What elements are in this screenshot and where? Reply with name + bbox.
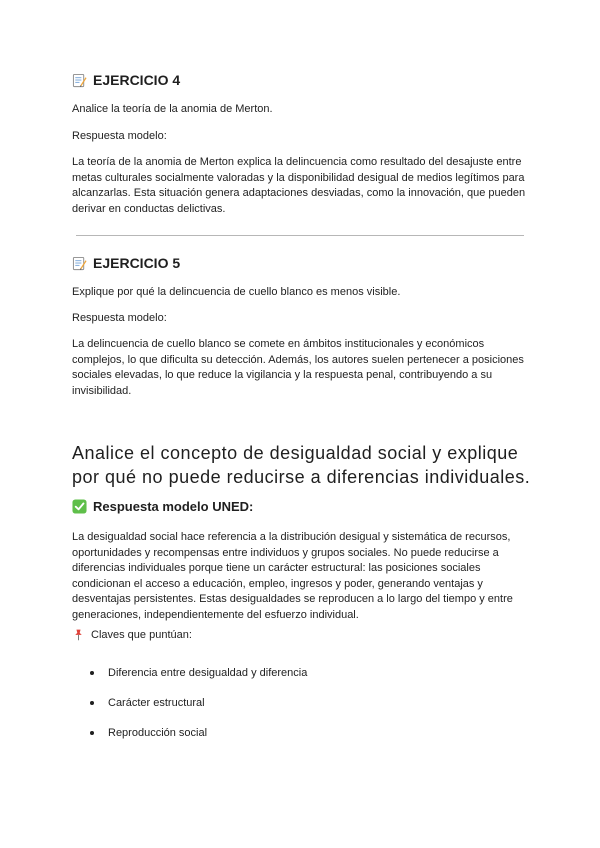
- exercise-4-title: EJERCICIO 4: [93, 72, 181, 88]
- model-answer-heading: [72, 499, 253, 514]
- bullet-icon: [90, 671, 94, 675]
- list-item-text: Diferencia entre desigualdad y diferencia: [108, 667, 308, 679]
- list-item-text: Carácter estructural: [108, 697, 205, 709]
- model-answer-body: La desigualdad social hace referencia a la distribución desigual y sistemática de recursos, oportunidades y recompensas entre individuos y grupos sociales. No puede reducirse a diferencias individuales porque tiene un carácter estructural: las posiciones sociales condicionan el acceso a educación, empleo, ingresos y poder, generando ventajas y desventajas persistentes. Estas desigualdades se reproducen a lo largo del tiempo y entre generaciones, independientemente del esfuerzo individual.: [72, 531, 513, 621]
- exercise-5-question: Explique por qué la delincuencia de cuello blanco es menos visible.: [72, 286, 401, 298]
- exercise-4-answer: La teoría de la anomia de Merton explica la delincuencia como resultado del desajuste entre metas culturales socialmente valoradas y la disponibilidad desigual de medios legítimos para alcanzarlas. Esta situación genera adaptaciones desviadas, como la innovación, que pueden derivar en conductas delictivas.: [72, 156, 526, 215]
- exercise-5-answer-label: Respuesta modelo:: [72, 312, 167, 324]
- list-item-text: Reproducción social: [108, 727, 208, 739]
- exercise-5-answer: La delincuencia de cuello blanco se comete en ámbitos institucionales y económicos complejos, lo que dificulta su detección. Además, los autores suelen pertenecer a posiciones sociales elevadas, lo que reduce la vigilancia y la respuesta penal, contribuyendo a su invisibilidad.: [72, 338, 524, 397]
- exercise-5-title: EJERCICIO 5: [93, 255, 181, 271]
- bullet-icon: [90, 731, 94, 735]
- bullet-icon: [90, 701, 94, 705]
- keys-heading: [72, 628, 192, 641]
- memo-icon: [72, 73, 87, 88]
- list-item: [90, 727, 207, 739]
- section-heading: Analice el concepto de desigualdad social y explique por qué no puede reducirse a diferencias individuales.: [72, 443, 531, 487]
- list-item: [90, 697, 205, 709]
- keys-label: Claves que puntúan:: [91, 628, 192, 641]
- divider: [76, 235, 524, 236]
- exercise-4-heading: [72, 72, 180, 88]
- pushpin-icon: [72, 628, 85, 641]
- exercise-5-heading: [72, 255, 180, 271]
- check-mark-icon: [72, 499, 87, 514]
- exercise-4-question: Analice la teoría de la anomia de Merton.: [72, 103, 273, 115]
- exercise-4-answer-label: Respuesta modelo:: [72, 130, 167, 142]
- memo-icon: [72, 256, 87, 271]
- list-item: [90, 667, 307, 679]
- model-answer-title: Respuesta modelo UNED:: [93, 499, 254, 514]
